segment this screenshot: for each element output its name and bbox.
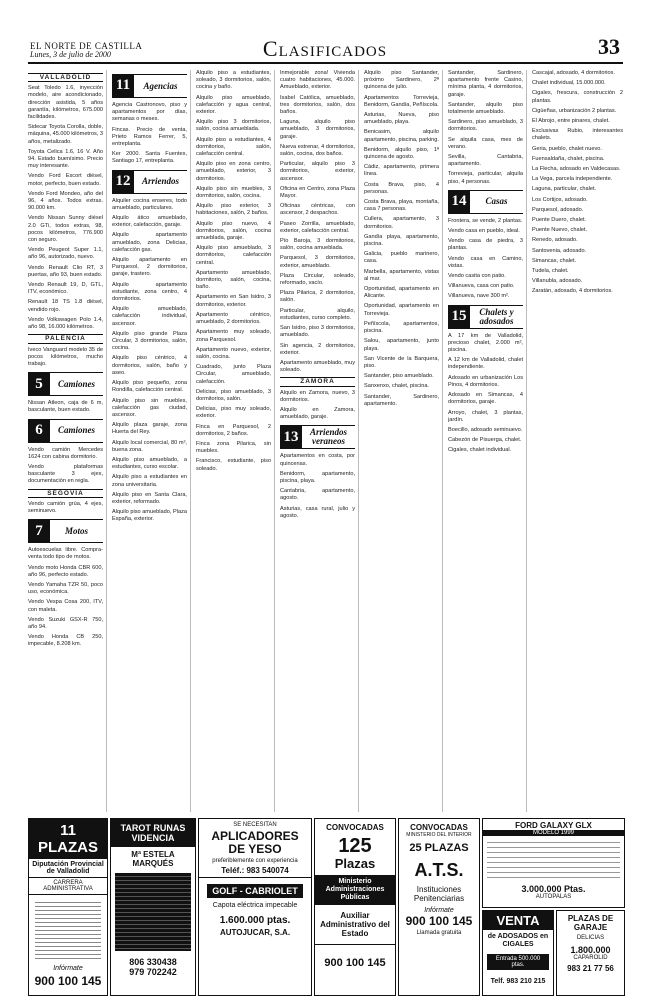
classified-ad: Gandía playa, apartamento, piscina. [364,233,439,248]
ad-job: Auxiliar Administrativo del Estado [315,905,395,945]
ad-dealer: AUTOJUCAR, S.A. [219,928,291,937]
column-divider [190,70,191,812]
classified-ad: Cigales, chalet individual. [448,447,512,454]
ad-fine-print [35,899,101,961]
ad-head: VENTA [483,911,553,930]
classified-ad: Apartamento amueblado, muy soleado. [280,359,355,374]
classified-ad: Laguna, particular, chalet. [532,186,597,193]
ad-number: 125 [338,835,372,857]
column-4 [280,70,355,812]
subhead-palencia: PALENCIA [28,334,103,343]
classified-ad: Arroyo, chalet, 3 plantas, jardín. [448,409,523,423]
classified-ad: Pío Baroja, 3 dormitorios, salón, cocina amueblada. [280,238,355,252]
ad-phone-2: 979 702242 [129,967,177,977]
section-title: Clasificados [262,36,388,61]
classified-ad: La Vega, parcela independiente. [532,176,613,183]
classified-ad: Paseo Zorrilla, amueblado, exterior, calefacción central. [280,220,355,234]
classified-ad: Apartamento muy soleado, zona Parquesol. [196,329,271,343]
classified-ad: Alquilo local comercial, 80 m², buena zona. [112,439,187,453]
classified-ad: Santander, alquilo piso totalmente amueblado. [448,101,523,116]
classified-ad: Alquilo piso pequeño, zona Rondilla, calefacción central. [112,380,187,394]
ad-convocadas-125 [314,818,396,996]
classified-ad: Vendo Peugeot Super 1.1, año 96, autorizado, nuevo. [28,247,103,261]
classified-ad: Asturias, casa rural, julio y agosto. [280,505,355,519]
classified-ad: Vendo Renault Clio RT, 3 puertas, año 93, buen estado. [28,264,103,278]
ad-note: Entrada 500.000 ptas. [487,954,549,970]
section-name: Chalets y adosados [479,306,514,326]
classified-ad: Cuadrado, junto Plaza Circular, amueblado, calefacción. [196,364,271,385]
classified-ad: Sanxenxo, chalet, piscina. [364,383,429,390]
section-number: 5 [28,373,50,395]
classified-ad: Santovenia, adosado. [532,247,587,254]
classified-ad: Frontera, se vende, 2 plantas. [448,217,523,224]
classified-ad: Alquilo piso a estudiantes en zona universitaria. [112,474,187,488]
classified-ad: Alquilo piso grande Plaza Circular, 3 dormitorios, salón, cocina. [112,330,187,352]
column-divider [274,70,275,812]
classified-ad: Alquilo piso amueblado, a estudiantes, curso escolar. [112,456,187,471]
classified-ad: Nissan Atleon, caja de 6 m, basculante, buen estado. [28,400,103,414]
classified-ad: Boecillo, adosado seminuevo. [448,426,523,433]
section-header-camiones-5 [28,372,103,396]
ad-note: Llamada gratuita [416,930,462,936]
classified-ad: Vendo moto Honda CBR 600, año 96, perfecto estado. [28,564,103,578]
classified-ad: Sin agencia, 2 dormitorios, exterior. [280,342,355,356]
page-number: 33 [598,34,620,59]
ad-line: CARRERA ADMINISTRATIVA [29,877,107,895]
classified-ad: Fincas. Precio de venta, Prieto Ramos Ferrer, 5, entreplanta. [112,126,187,148]
classified-ad: Alquilo piso a estudiantes, soleado, 3 dormitorios, salón, cocina y baño. [196,70,271,91]
ad-phone-label: Infórmate [424,907,454,914]
classified-ad: Cigales, frescura, construcción 2 plantas. [532,90,623,104]
classified-ad: Cascajal, adosado, 4 dormitorios. [532,70,616,76]
classified-ad: Oficinas céntricas, con ascensor, 2 despachos. [280,203,355,217]
classified-ad: Laguna, alquilo piso amueblado, 3 dormitorios, garaje. [280,119,355,140]
classified-ad: Alquilo en Zamora, amueblado, garaje. [280,406,355,421]
ad-plazas-garaje [556,910,625,996]
classified-ad: Alquilo piso amueblado, 3 dormitorios, calefacción central. [196,245,271,266]
classified-ad: Finca zona Pilarica, sin muebles. [196,440,271,455]
classified-ad: Seat Toledo 1.6, inyección modelo, aire acondicionado, dirección asistida, 5 años garantía, kilómetros, 675.000 facilidades. [28,85,103,121]
ad-head: CONVOCADAS [326,823,384,832]
classified-ad: Vendo casa en pueblo, ideal. [448,228,520,235]
section-number: 6 [28,420,50,442]
classified-ad: San Vicente de la Barquera, piso. [364,355,439,369]
classified-ad: Sardinero, piso amueblado, 3 dormitorios. [448,119,523,133]
classified-ad: Benicasim, alquilo apartamento, piscina, parking. [364,129,439,143]
classified-ad: Iveco Vanguard modelo 35 de pocos kilómetros, mucho trabajo. [28,346,103,367]
classified-ad: Apartamento amueblado, dormitorio, salón, cocina, baño. [196,269,271,291]
classified-ad: Alquilo ático amueblado, exterior, calefacción, garaje. [112,215,187,229]
section-name: Motos [64,525,88,536]
section-header-arriendos-veraneos [280,425,355,449]
classified-ad: Alquilo piso 3 dormitorios, salón, cocina amueblada. [196,119,271,133]
classified-ad: Geria, pueblo, chalet nuevo. [532,145,602,152]
column-2 [112,70,187,812]
ad-aplicadores-golf [198,818,312,996]
ad-top: SE NECESITAN [233,822,277,828]
classified-ad: A 17 km de Valladolid, precioso chalet, 2.000 m², piscina. [448,332,523,354]
column-1 [28,70,103,812]
header-rule [28,62,623,64]
ad-phone: 900 100 145 [324,957,386,969]
classified-ad: Finca en Parquesol, 2 dormitorios, 2 baños. [196,423,271,437]
classified-ad: Costa Brava, piso, 4 personas. [364,181,439,195]
classified-ad: Marbella, apartamento, vistas al mar. [364,268,439,282]
classified-ad: Vendo casita con patio. [448,273,506,280]
classified-ad: Vendo Nissan Sunny diésel 2.0 GTi, todos extras, 98, pocos kilómetros, 776.900 con seguro. [28,215,103,244]
classified-ad: Alquilo piso en Santa Clara, exterior, reformado. [112,491,187,505]
section-header-chalets [448,305,523,329]
ad-name: Mª ESTELA MARQUÉS [131,850,175,868]
classified-ad: Alquilo piso sin muebles, calefacción gas ciudad, ascensor. [112,397,187,418]
ad-ats [398,818,480,996]
classified-ad: Oficina en Centro, zona Plaza Mayor. [280,185,355,200]
classified-ad: Costa Brava, playa, montaña, casa 7 personas. [364,199,439,213]
classified-ad: Asturias, Nueva, piso amueblado, playa. [364,112,439,126]
ad-phone: 900 100 145 [34,974,102,988]
ad-venta-adosados [482,910,554,996]
classified-ad: Salou, apartamento, junto playa. [364,338,439,352]
classified-ad: Inmejorable zona! Vivienda cuatro habitaciones, 45.000. Amueblado, exterior. [280,70,355,91]
classified-ad: Villanubla, adosado. [532,278,583,285]
classified-ad: Apartamento céntrico, amueblado, 2 dormitorios. [196,311,271,326]
classified-ad: Oportunidad, apartamento en Torrevieja. [364,303,439,317]
classified-ad: Adosado en urbanización Los Pinos, 4 dormitorios. [448,374,523,388]
classified-ad: Vendo Suzuki GSX-R 750, año 94. [28,616,103,630]
classified-ad: Alquilo piso céntrico, 4 dormitorios, salón, baño y aseo. [112,355,187,376]
classified-ad: Alquilo apartamento estudiante, zona centro, 4 dormitorios. [112,281,187,303]
column-5 [364,70,439,812]
classified-ad: Alquilo apartamento amueblado, zona Delicias, calefacción gas. [112,232,187,253]
classified-ad: Santander, Sardinero, apartamento frente Casino, mínima planta, 4 dormitorios, garaje. [448,70,523,98]
classified-ad: Ker 2000. Santa Fuentes, Santiago 17, entreplanta. [112,151,187,165]
ad-dealer: AUTOPALAS [535,894,572,900]
classified-ad: Puente Nuevo, chalet. [532,227,588,234]
classified-ad: Alquiler cocina enseres, todo amueblado, particulares. [112,197,187,211]
ad-note: Capota eléctrica impecable [212,902,298,909]
classified-ad: Vendo camión grúa, 4 ejes, seminuevo. [28,500,103,514]
classified-ad: Alquilo piso nuevo, 4 dormitorios, salón, cocina amueblada, garaje. [196,220,271,242]
column-3 [196,70,271,812]
classified-ad: Vendo Ford Escort diésel, motor, perfecto, buen estado. [28,173,103,187]
column-divider [358,70,359,812]
classified-ad: Alquilo apartamento en Parquesol, 2 dormitorios, garaje, trastero. [112,257,187,278]
classified-ad: Cádiz, apartamento, primera línea. [364,164,439,178]
classified-ad: Plaza Pilarica, 2 dormitorios, salón. [280,290,355,304]
classified-ad: Adosado en Simancas, 4 dormitorios, garaje. [448,392,523,406]
classified-ad: Tudela, chalet. [532,268,569,275]
section-number: 11 [112,75,134,97]
column-divider [442,70,443,812]
section-number: 7 [28,520,50,542]
section-number: 15 [448,306,470,328]
classified-ad: Particular, alquilo piso 3 dormitorios, exterior, ascensor. [280,161,355,182]
ad-ford-galaxy [482,818,625,908]
classified-ad: Agencia Castronovo, piso y apartamentos por días, semanas o meses. [112,102,187,123]
ad-phone: Telf. 983 210 215 [490,978,546,985]
classified-ad: Vendo Yamaha TZR 50, poco uso, económica. [28,581,103,596]
subhead-valladolid: VALLADOLID [28,73,103,82]
classified-ad: El Abrojo, entre pinares, chalet. [532,118,610,125]
ad-tarot [110,818,196,996]
classified-ad: Vendo camión Mercedes 1624 con cabina dormitorio. [28,446,103,460]
ad-phone-label: Infórmate [53,965,83,972]
classified-ad: Alquilo plaza garaje, zona Huerta del Rey. [112,422,187,436]
ad-phone: 806 330438 [129,957,177,967]
ad-head: CONVOCADAS [410,823,468,832]
classified-ad: Galicia, pueblo marinero, casa. [364,251,439,265]
classified-ad: Apartamentos en costa, por quincenas. [280,453,355,467]
section-header-agencias [112,74,187,98]
classified-ad: Toyota Celica 1.6, 16 V. Año 94. Estado buenísimo. Precio muy interesante. [28,148,103,170]
ad-sub: MINISTERIO DEL INTERIOR [406,832,472,838]
ad-org: Instituciones Penitenciarias [413,885,465,903]
classified-ad: Francisco, estudiante, piso soleado. [196,458,271,472]
classified-ad: Alquilo piso Santander, próximo Sardinero, 2ª quincena de julio. [364,70,439,91]
classified-ad: Simancas, chalet. [532,257,577,264]
ad-sub: preferiblemente con experiencia [212,858,298,864]
ad-headline: 11 PLAZAS [29,819,107,859]
classified-ad: Parquesol, 3 dormitorios, exterior, amueblado. [280,255,355,269]
ad-sub: Diputación Provincial de Valladolid [32,861,104,875]
ad-head: FORD GALAXY GLX [515,821,592,830]
classified-ad: Alquilo piso amueblado, Plaza España, exterior. [112,509,187,523]
column-6 [448,70,523,812]
subhead-segovia: SEGOVIA [28,489,103,498]
ad-sub: de ADOSADOS en CIGALES [487,933,549,948]
classified-ad: Particular, alquilo, estudiantes, curso completo. [280,307,355,321]
section-name: Camiones [57,378,95,389]
classified-ad: Zaratán, adosado, 4 dormitorios. [532,288,613,295]
ad-headline: TAROT RUNAS VIDENCIA [111,819,195,847]
classified-ad: San Isidro, piso 3 dormitorios, amueblado. [280,325,355,339]
classified-ad: Delicias, piso muy soleado, exterior. [196,406,271,420]
ad-year: MODELO 1999 [483,830,624,836]
classified-ad: Plaza Circular, soleado, reformado, vacío. [280,272,355,287]
column-divider [106,70,107,812]
ad-plazas-diputacion [28,818,108,996]
ad-price: 1.600.000 ptas. [219,915,291,926]
ad-head: PLAZAS DE GARAJE [567,914,614,932]
display-ads-band [28,818,623,996]
section-header-motos [28,519,103,543]
classified-ad: Vendo Renault 19, D, GTL, ITV, económico. [28,282,103,296]
ad-place: CAPAROLID [573,955,608,961]
ad-spec-table [487,838,620,882]
ad-word: Plazas [334,856,376,871]
section-header-arriendos [112,170,187,194]
classified-ad: Vendo casa en Camino, vistas. [448,255,523,269]
section-name: Arriendos veraneos [309,427,347,447]
ad-title: A.T.S. [414,860,464,880]
ad-phone: 983 21 77 56 [567,964,614,973]
classified-ad: Alquilo piso en zona centro, amueblado, exterior, 3 dormitorios. [196,161,271,182]
classified-ad: A 12 km de Valladolid, chalet independiente. [448,357,523,371]
classified-ad: Vendo Volkswagen Polo 1.4, año 98, 16.000 kilómetros. [28,316,103,331]
classified-ad: Isabel Católica, amueblado, tres dormitorios, salón, dos baños. [280,94,355,116]
classified-ad: Benidorm, apartamento, piscina, playa. [280,470,355,484]
classified-ad: Se alquila casa, mes de verano. [448,136,523,150]
classified-ad: Alquilo piso sin muebles, 3 dormitorios, salón, cocina. [196,185,271,200]
classified-ad: Cantabria, apartamento, agosto. [280,488,355,502]
classified-ad: Puente Duero, chalet. [532,217,587,224]
classified-ad: Renault 18 TS 1.8 diésel, vendido rojo. [28,299,103,313]
section-number: 13 [280,426,302,448]
classified-ad: Peñíscola, apartamentos, piscina. [364,320,439,335]
classified-ad: Cabezón de Pisuerga, chalet. [448,437,522,444]
issue-date: Lunes, 3 de julio de 2000 [30,50,111,59]
classified-ad: Fuensaldaña, chalet, piscina. [532,155,605,162]
classified-ad: Sevilla, Cantabria, apartamento. [448,154,523,168]
classified-ad: Cigüeñas, urbanización 2 plantas. [532,107,617,114]
classified-ad: La Flecha, adosado en Valdecasas. [532,166,621,173]
classified-ad: Alquilo amueblado, calefacción individual, ascensor. [112,306,187,327]
classified-ad: Alquilo piso exterior, 3 habitaciones, salón, 2 baños. [196,203,271,217]
classified-ad: Villanueva, nave 300 m². [448,293,510,300]
classified-ad: Alquilo piso a estudiantes, 4 dormitorios, salón, calefacción central. [196,136,271,158]
classified-ad: Alquilo piso amueblado, calefacción y agua central, exterior. [196,94,271,116]
classified-ad: Apartamento en San Isidro, 3 dormitorios, exterior. [196,294,271,308]
column-divider [526,70,527,812]
ad-price: 1.800.000 [570,945,611,955]
classified-ad: Vendo Vespa Cosa 200, ITV, con maleta. [28,599,103,613]
section-number: 12 [112,171,134,193]
classified-ad: Los Cortijos, adosado. [532,196,588,203]
classified-ad: Sidecar Toyota Corolla, doble, máquina, 45.000 kilómetros, 3 años, metalizado. [28,124,103,145]
classified-ad: Apartamentos Torrevieja, Benidorm, Gandía, Peñíscola. [364,94,439,108]
classified-ad: Renedo, adosado. [532,237,578,244]
classified-ad: Nueva estrenar, 4 dormitorios, salón, cocina, dos baños. [280,143,355,158]
ad-phone: Teléf.: 983 540074 [199,864,311,878]
classified-ad: Chalet individual, 15.000.000. [532,80,606,87]
classified-ad: Delicias, piso amueblado, 3 dormitorios, salón. [196,388,271,402]
classified-ad: Vendo Ford Mondeo, año del 96, 4 años. Todos extras. 90.000 km. [28,190,103,212]
classified-ad: Vendo Honda CB 250, impecable, 8.208 km. [28,634,103,648]
classified-ad: Santander, Sardinero, apartamento. [364,393,439,407]
classified-ad: Benidorm, alquilo piso, 1ª quincena de agosto. [364,146,439,161]
ad-price: 3.000.000 Ptas. [521,884,586,894]
column-7 [532,70,623,812]
classified-ad: Apartamento nuevo, exterior, salón, cocina. [196,346,271,360]
ad-location: DELICIAS [576,935,605,941]
classified-ad: Villanueva, casa con patio. [448,283,515,290]
section-header-casas [448,190,523,214]
classified-ad: Santander, piso amueblado. [364,373,434,380]
ad-plazas: 25 PLAZAS [409,842,469,854]
masthead [0,0,650,62]
section-name: Agencias [143,80,178,91]
ad-headline: APLICADORES DE YESO [211,829,299,856]
ad-org: Ministerio Administraciones Públicas [315,875,395,905]
ad-phone: 900 100 145 [405,914,473,928]
section-number: 14 [448,191,470,213]
classified-ad: Parquesol, adosado. [532,206,584,213]
classified-ad: Vendo plataformas basculante 3 ejes, documentación en regla. [28,463,103,485]
classified-ad: Autoescuelas libre. Compra-venta todo tipo de motos. [28,547,103,561]
section-header-camiones-6 [28,419,103,443]
classified-ad: Vendo casa de piedra, 3 plantas. [448,238,523,252]
classified-ad: Cullera, apartamento, 3 dormitorios. [364,216,439,230]
ad-brand: GOLF - CABRIOLET [207,884,303,898]
classified-ad: Torrevieja, particular, alquila piso, 4 personas. [448,171,523,185]
section-name: Camiones [57,425,95,436]
ad-fine-print [115,873,191,951]
section-name: Arriendos [141,176,179,187]
classified-ad: Exclusivas Rubio, interesantes chalets. [532,128,623,142]
newspaper-name: EL NORTE DE CASTILLA [30,41,143,51]
section-name: Casas [485,196,508,207]
classified-ad: Oportunidad, apartamento en Alicante. [364,286,439,300]
subhead-zamora: ZAMORA [280,377,355,386]
classified-ad: Alquilo en Zamora, nuevo, 3 dormitorios. [280,389,355,403]
